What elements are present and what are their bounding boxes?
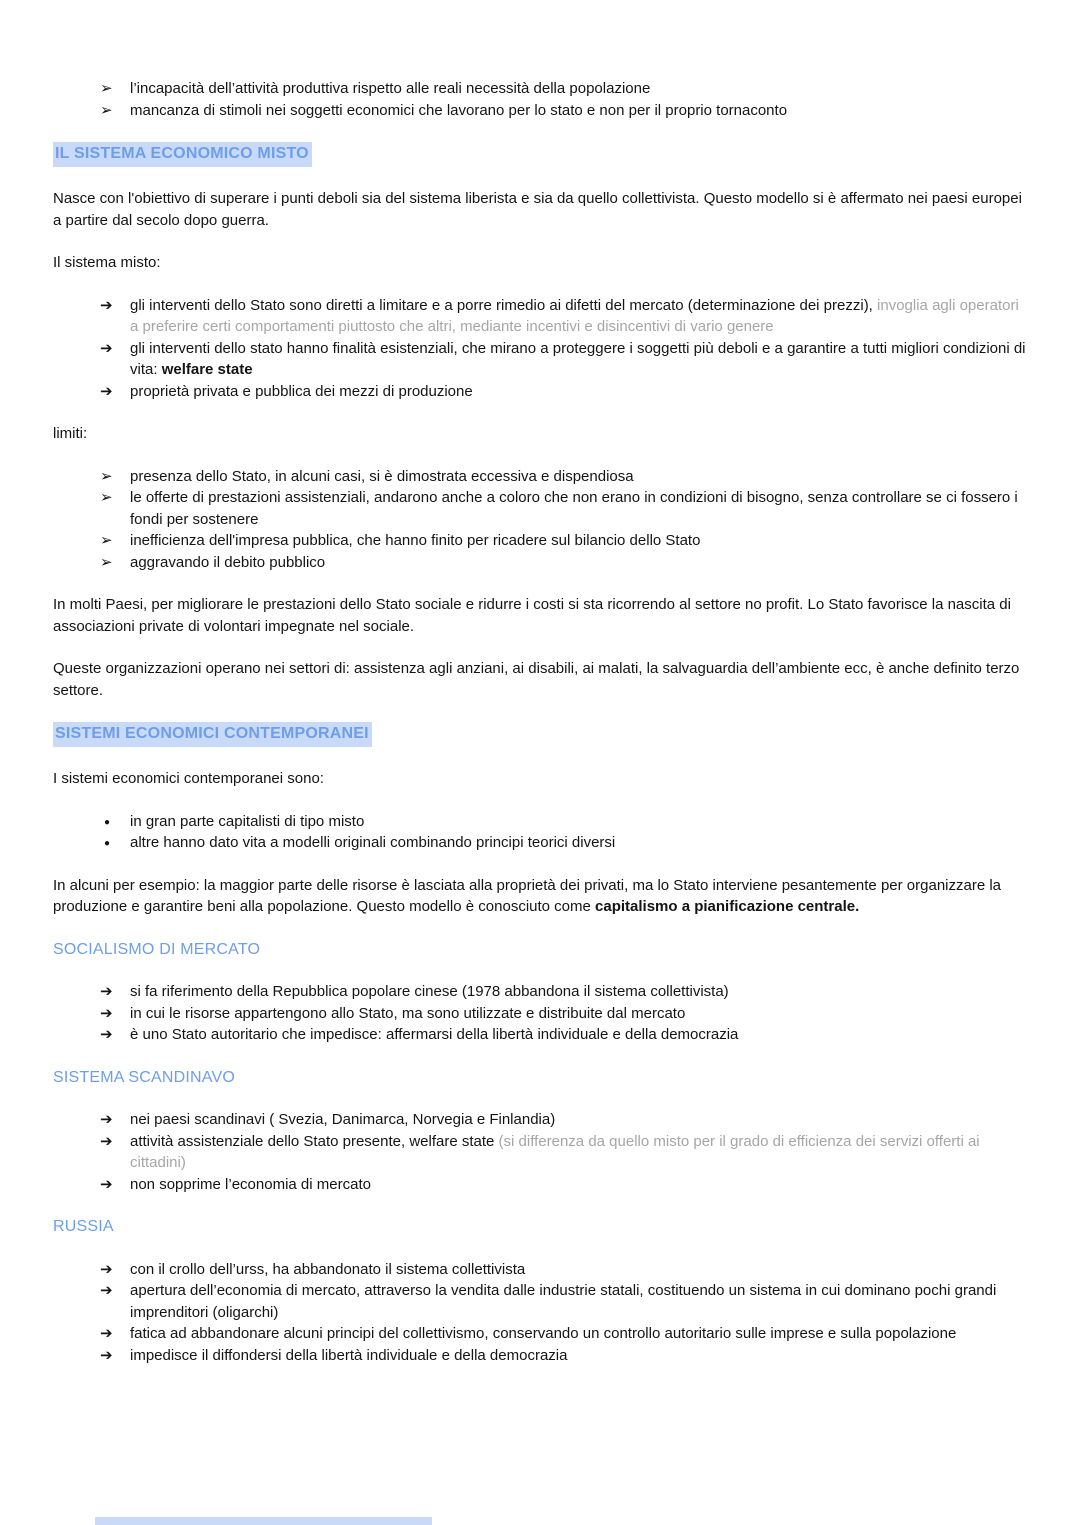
paragraph-capitalismo-esempio: In alcuni per esempio: la maggior parte delle risorse è lasciata alla proprietà dei privati, ma lo Stato interviene pesantemente per organizzare la produzione e garantire beni alla popolazione. Questo modello è conosciuto come capitalismo a pianificazione centrale. [53, 876, 1002, 915]
socialismo-arrow-list [53, 981, 1027, 1046]
muted-annotation: invoglia agli operatori a preferire certi comportamenti piuttosto che altri, mediante incentivi e disincentivi di vario genere [130, 296, 1019, 335]
intro-bullet-list [53, 78, 1027, 121]
list-item-text: proprietà privata e pubblica dei mezzi di produzione [130, 382, 473, 400]
features-arrow-list [53, 295, 1027, 403]
list-item [53, 78, 1027, 100]
arrowhead-bullet-icon: ➢ [100, 101, 113, 119]
list-item [53, 530, 1027, 552]
arrowhead-bullet-icon: ➢ [100, 532, 113, 549]
paragraph-sistema-misto-intro: Nasce con l'obiettivo di superare i punti deboli sia del sistema liberista e sia da quello collettivista. Questo modello si è affermato nei paesi europei a partire dal secolo dopo guerra. [53, 190, 1022, 229]
arrow-bullet-icon: ➔ [100, 1026, 113, 1043]
arrow-bullet-icon: ➔ [100, 1175, 113, 1193]
list-label-contemporanei: I sistemi economici contemporanei sono: [53, 770, 324, 787]
list-item-text: apertura dell’economia di mercato, attraverso la vendita dalle industrie statali, costituendo un sistema in cui dominano pochi grandi imprenditori (oligarchi) [130, 1282, 997, 1321]
arrow-bullet-icon: ➔ [100, 339, 113, 357]
list-item-text: con il crollo dell’urss, ha abbandonato il sistema collettivista [130, 1260, 526, 1278]
list-item-text: inefficienza dell'impresa pubblica, che hanno finito per ricadere sul bilancio dello Stato [130, 532, 701, 549]
list-label-limiti: limiti: [53, 425, 88, 442]
list-item [53, 981, 1027, 1003]
list-item-text: aggravando il debito pubblico [130, 553, 326, 571]
section-heading-row [53, 142, 1027, 167]
dot-bullet-icon: ● [104, 838, 111, 849]
list-item-text: presenza dello Stato, in alcuni casi, si è dimostrata eccessiva e dispendiosa [130, 467, 634, 485]
section-heading-contemporanei: SISTEMI ECONOMICI CONTEMPORANEI [53, 722, 372, 747]
arrowhead-bullet-icon: ➢ [100, 467, 113, 485]
list-item [53, 832, 1027, 854]
list-item [53, 487, 1027, 530]
subsection-heading-socialismo: SOCIALISMO DI MERCATO [53, 940, 261, 958]
list-item-text: mancanza di stimoli nei soggetti economici che lavorano per lo stato e non per il proprio tornaconto [130, 101, 788, 119]
bold-term: capitalismo a pianificazione centrale. [595, 898, 860, 915]
arrowhead-bullet-icon: ➢ [100, 489, 113, 506]
list-item [53, 295, 1027, 338]
list-item [53, 1131, 1027, 1174]
section-heading-row [53, 722, 1027, 747]
muted-annotation: (si differenza da quello misto per il grado di efficienza dei servizi offerti ai cittadini) [130, 1132, 980, 1171]
arrow-bullet-icon: ➔ [100, 1282, 113, 1299]
list-item-text: in gran parte capitalisti di tipo misto [130, 812, 365, 830]
russia-arrow-list [53, 1259, 1027, 1367]
subsection-heading-scandinavo: SISTEMA SCANDINAVO [53, 1068, 236, 1086]
arrow-bullet-icon: ➔ [100, 1325, 113, 1342]
arrow-bullet-icon: ➔ [100, 983, 113, 1000]
arrowhead-bullet-icon: ➢ [100, 80, 113, 97]
list-item-text: in cui le risorse appartengono allo Stato, ma sono utilizzate e distribuite dal mercato [130, 1004, 686, 1022]
list-item-text: l’incapacità dell’attività produttiva rispetto alle reali necessità della popolazione [130, 80, 651, 97]
list-item-text: impedisce il diffondersi della libertà individuale e della democrazia [130, 1346, 568, 1364]
list-item-text: nei paesi scandinavi ( Svezia, Danimarca, Norvegia e Finlandia) [130, 1111, 556, 1128]
arrow-bullet-icon: ➔ [100, 1004, 113, 1022]
dot-bullet-icon: ● [104, 816, 111, 828]
paragraph-no-profit: In molti Paesi, per migliorare le prestazioni dello Stato sociale e ridurre i costi si sta ricorrendo al settore no profit. Lo Stato favorisce la nascita di associazioni private di volontari impegnate nel sociale. [53, 596, 1011, 635]
subsection-heading-russia: RUSSIA [53, 1218, 114, 1235]
list-label-sistema-misto: Il sistema misto: [53, 254, 161, 271]
list-item [53, 1280, 1027, 1323]
list-item [53, 1003, 1027, 1025]
scandinavo-arrow-list [53, 1109, 1027, 1195]
list-item-text: gli interventi dello Stato sono diretti a limitare e a porre rimedio ai difetti del mercato (determinazione dei prezzi), invoglia agli operatori a preferire certi comportamenti piuttosto che altri, mediante incentivi e disincentivi di vario genere [130, 296, 1019, 335]
contemporanei-dot-list [53, 811, 1027, 854]
list-item [53, 1259, 1027, 1281]
limits-arrowhead-list [53, 466, 1027, 574]
paragraph-terzo-settore: Queste organizzazioni operano nei settori di: assistenza agli anziani, ai disabili, ai malati, la salvaguardia dell’ambiente ecc, è anche definito terzo settore. [53, 660, 1020, 699]
list-item [53, 1024, 1027, 1046]
list-item [53, 1174, 1027, 1196]
arrow-bullet-icon: ➔ [100, 382, 113, 400]
list-item-text: le offerte di prestazioni assistenziali, andarono anche a coloro che non erano in condizioni di bisogno, senza controllare se ci fossero i fondi per sostenere [130, 489, 1018, 528]
list-item-text: altre hanno dato vita a modelli originali combinando principi teorici diversi [130, 834, 616, 851]
arrow-bullet-icon: ➔ [100, 296, 113, 314]
arrow-bullet-icon: ➔ [100, 1260, 113, 1278]
list-item-text: gli interventi dello stato hanno finalità esistenziali, che mirano a proteggere i soggetti più deboli e a garantire a tutti migliori condizioni di vita: welfare state [130, 339, 1026, 378]
arrowhead-bullet-icon: ➢ [100, 553, 113, 571]
list-item-text: non sopprime l’economia di mercato [130, 1175, 371, 1193]
list-item [53, 552, 1027, 574]
next-section-highlight-cutoff [95, 1517, 432, 1525]
list-item [53, 1323, 1027, 1345]
arrow-bullet-icon: ➔ [100, 1132, 113, 1150]
arrow-bullet-icon: ➔ [100, 1346, 113, 1364]
list-item [53, 100, 1027, 122]
list-item [53, 338, 1027, 381]
list-item [53, 1109, 1027, 1131]
list-item [53, 466, 1027, 488]
list-item-text: attività assistenziale dello Stato presente, welfare state (si differenza da quello misto per il grado di efficienza dei servizi offerti ai cittadini) [130, 1132, 980, 1171]
arrow-bullet-icon: ➔ [100, 1111, 113, 1128]
list-item [53, 381, 1027, 403]
list-item [53, 811, 1027, 833]
list-item [53, 1345, 1027, 1367]
section-heading-sistema-misto: IL SISTEMA ECONOMICO MISTO [53, 142, 312, 167]
bold-term: welfare state [161, 361, 253, 378]
list-item-text: fatica ad abbandonare alcuni principi del collettivismo, conservando un controllo autoritario sulle imprese e sulla popolazione [130, 1325, 957, 1342]
list-item-text: è uno Stato autoritario che impedisce: affermarsi della libertà individuale e della democrazia [130, 1026, 739, 1043]
list-item-text: si fa riferimento della Repubblica popolare cinese (1978 abbandona il sistema collettivista) [130, 983, 729, 1000]
